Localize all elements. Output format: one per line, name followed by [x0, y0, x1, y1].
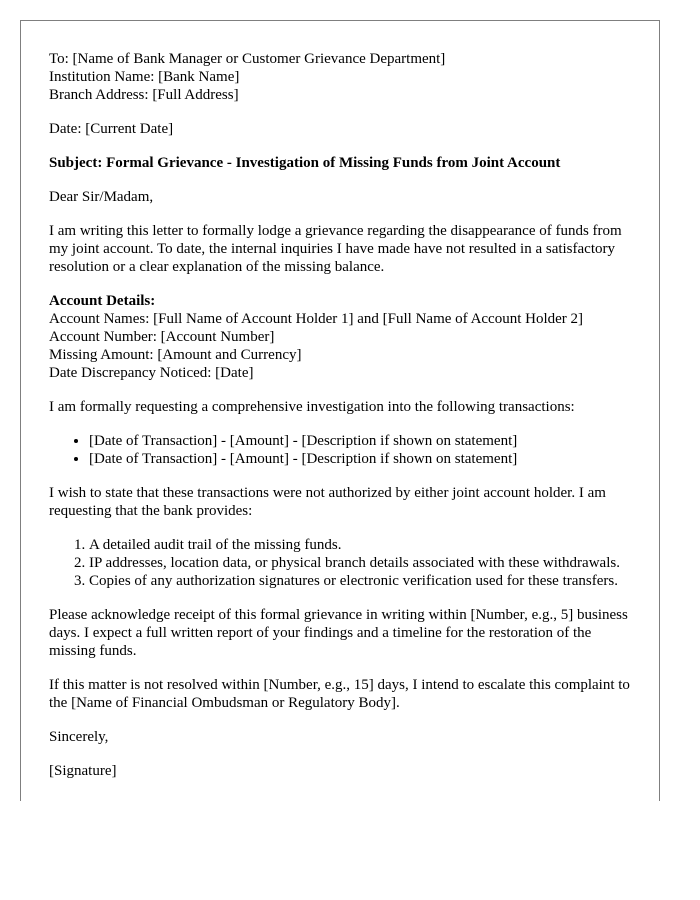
transaction-item: • [Date of Transaction] - [Amount] - [Description if shown on statement]: [89, 432, 639, 450]
recipient-to: To: [Name of Bank Manager or Customer Grievance Department]: [49, 51, 446, 67]
account-number: Account Number: [Account Number]: [49, 329, 275, 345]
acknowledge-paragraph: Please acknowledge receipt of this formal grievance in writing within [Number, e.g., 5] business days. I expect a full written report of your findings and a timeline for the restoration of the missing funds.: [49, 607, 628, 659]
date-noticed: Date Discrepancy Noticed: [Date]: [49, 365, 254, 381]
intro-paragraph: I am writing this letter to formally lodge a grievance regarding the disappearance of funds from my joint account. To date, the internal inquiries I have made have not resulted in a satisfactory resolution or a clear explanation of the missing balance.: [49, 223, 622, 275]
signature: [Signature]: [49, 763, 117, 779]
institution-name: Institution Name: [Bank Name]: [49, 69, 240, 85]
letter-page: [20, 20, 660, 801]
request-item: 3. Copies of any authorization signatures or electronic verification used for these transfers.: [89, 572, 639, 590]
account-names: Account Names: [Full Name of Account Holder 1] and [Full Name of Account Holder 2]: [49, 311, 584, 327]
transaction-item: • [Date of Transaction] - [Amount] - [Description if shown on statement]: [89, 450, 639, 468]
escalate-paragraph: If this matter is not resolved within [Number, e.g., 15] days, I intend to escalate this complaint to the [Name of Financial Ombudsman or Regulatory Body].: [49, 677, 630, 711]
transaction-list: [49, 432, 639, 468]
letter-body: [49, 50, 639, 796]
request-intro: I am formally requesting a comprehensive investigation into the following transactions:: [49, 399, 575, 415]
branch-address: Branch Address: [Full Address]: [49, 87, 239, 103]
letter-date: Date: [Current Date]: [49, 121, 174, 137]
request-item: 1. A detailed audit trail of the missing funds.: [89, 536, 639, 554]
request-item: 2. IP addresses, location data, or physical branch details associated with these withdrawals.: [89, 554, 639, 572]
recipient-block: [49, 50, 639, 104]
missing-amount: Missing Amount: [Amount and Currency]: [49, 347, 302, 363]
salutation: Dear Sir/Madam,: [49, 189, 154, 205]
statement-paragraph: I wish to state that these transactions were not authorized by either joint account holder. I am requesting that the bank provides:: [49, 485, 606, 519]
closing: Sincerely,: [49, 729, 109, 745]
request-list: [49, 536, 639, 590]
letter-subject: Subject: Formal Grievance - Investigation of Missing Funds from Joint Account: [49, 155, 561, 171]
account-details-block: [49, 292, 639, 382]
account-details-heading: Account Details:: [49, 293, 156, 309]
